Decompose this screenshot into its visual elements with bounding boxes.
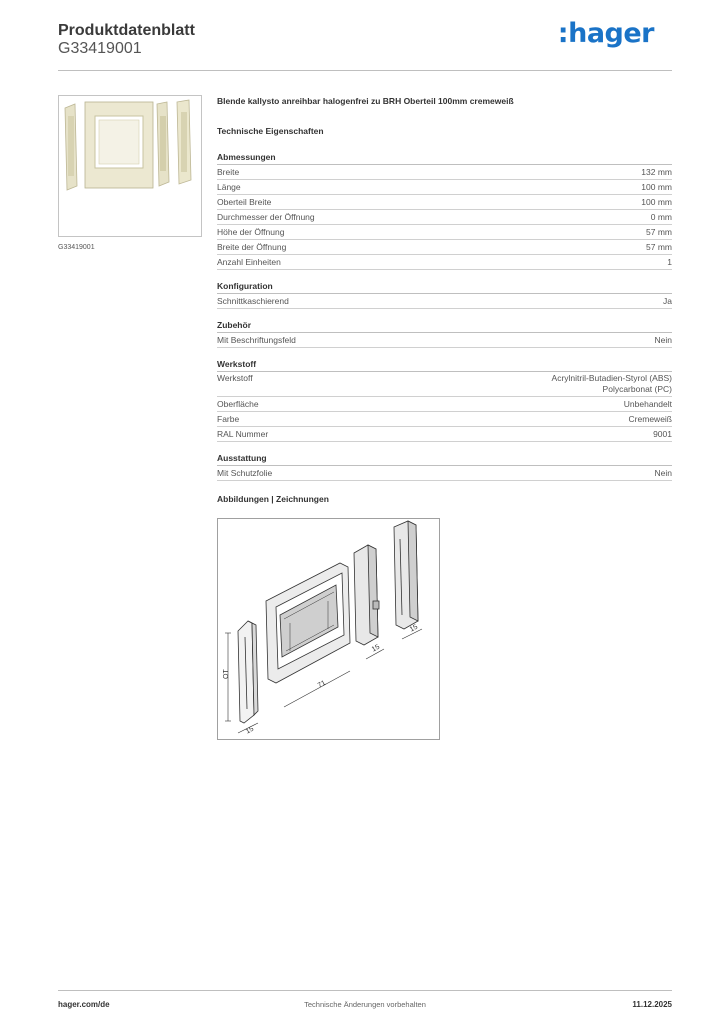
spec-row bbox=[217, 165, 672, 180]
page-footer bbox=[58, 990, 672, 1015]
section-title: Werkstoff bbox=[217, 359, 672, 372]
spec-value: 57 mm bbox=[646, 242, 672, 252]
document-title: Produktdatenblatt bbox=[58, 22, 195, 39]
dimension-height: OT bbox=[223, 669, 230, 679]
spec-value: Ja bbox=[663, 296, 672, 306]
spec-row bbox=[217, 333, 672, 348]
spec-label: Anzahl Einheiten bbox=[217, 257, 281, 267]
technical-drawing-svg bbox=[218, 519, 439, 739]
product-photo bbox=[59, 96, 201, 236]
product-thumbnail bbox=[58, 95, 202, 237]
spec-label: Länge bbox=[217, 182, 241, 192]
hager-logo[interactable]: :hager bbox=[557, 18, 654, 49]
section-title: Zubehör bbox=[217, 320, 672, 333]
spec-label: Werkstoff bbox=[217, 373, 253, 383]
spec-row bbox=[217, 427, 672, 442]
spec-label: Breite der Öffnung bbox=[217, 242, 287, 252]
spec-content bbox=[217, 96, 672, 508]
spec-row bbox=[217, 255, 672, 270]
thumbnail-caption: G33419001 bbox=[58, 244, 95, 251]
spec-row bbox=[217, 412, 672, 427]
spec-label: Breite bbox=[217, 167, 240, 177]
spec-label: Durchmesser der Öffnung bbox=[217, 212, 315, 222]
spec-row bbox=[217, 397, 672, 412]
spec-row bbox=[217, 372, 672, 397]
spec-label: Schnittkaschierend bbox=[217, 296, 289, 306]
spec-label: Oberfläche bbox=[217, 399, 259, 409]
spec-row bbox=[217, 180, 672, 195]
figures-heading: Abbildungen | Zeichnungen bbox=[217, 494, 329, 504]
spec-label: Oberteil Breite bbox=[217, 197, 272, 207]
page-header bbox=[58, 20, 672, 71]
product-number: G33419001 bbox=[58, 40, 142, 57]
section-dimensions bbox=[217, 152, 672, 270]
spec-value: 0 mm bbox=[650, 212, 672, 222]
section-title: Abmessungen bbox=[217, 152, 672, 165]
technical-drawing bbox=[217, 518, 440, 740]
spec-value: Nein bbox=[654, 335, 672, 345]
spec-row bbox=[217, 240, 672, 255]
disclaimer: Technische Änderungen vorbehalten bbox=[304, 1000, 426, 1009]
spec-value: 1 bbox=[667, 257, 672, 267]
spec-row bbox=[217, 210, 672, 225]
spec-label: Farbe bbox=[217, 414, 240, 424]
spec-value: 57 mm bbox=[646, 227, 672, 237]
spec-value: Acrylnitril-Butadien-Styrol (ABS) Polycarbonat (PC) bbox=[551, 373, 672, 394]
spec-row bbox=[217, 466, 672, 481]
spec-value: 9001 bbox=[653, 429, 672, 439]
spec-row bbox=[217, 225, 672, 240]
dimension-side-b: 15 bbox=[370, 643, 381, 654]
dimension-width: 71 bbox=[316, 679, 327, 690]
document-date: 11.12.2025 bbox=[632, 1000, 672, 1009]
website-link[interactable]: hager.com/de bbox=[58, 1000, 110, 1009]
section-accessories bbox=[217, 320, 672, 348]
spec-row bbox=[217, 195, 672, 210]
spec-value: 100 mm bbox=[641, 182, 672, 192]
spec-label: RAL Nummer bbox=[217, 429, 269, 439]
section-configuration bbox=[217, 281, 672, 309]
product-description: Blende kallysto anreihbar halogenfrei zu BRH Oberteil 100mm cremeweiß bbox=[217, 96, 514, 106]
dimension-side-a: 15 bbox=[244, 725, 255, 736]
section-title: Konfiguration bbox=[217, 281, 672, 294]
spec-label: Mit Schutzfolie bbox=[217, 468, 273, 478]
spec-value: 132 mm bbox=[641, 167, 672, 177]
technical-properties-heading: Technische Eigenschaften bbox=[217, 126, 324, 136]
section-material bbox=[217, 359, 672, 442]
section-equipment bbox=[217, 453, 672, 481]
spec-value: Unbehandelt bbox=[623, 399, 672, 409]
spec-value: Nein bbox=[654, 468, 672, 478]
spec-label: Mit Beschriftungsfeld bbox=[217, 335, 296, 345]
spec-value: 100 mm bbox=[641, 197, 672, 207]
spec-value: Cremeweiß bbox=[628, 414, 672, 424]
spec-row bbox=[217, 294, 672, 309]
dimension-side-c: 15 bbox=[408, 623, 419, 634]
section-title: Ausstattung bbox=[217, 453, 672, 466]
spec-label: Höhe der Öffnung bbox=[217, 227, 285, 237]
